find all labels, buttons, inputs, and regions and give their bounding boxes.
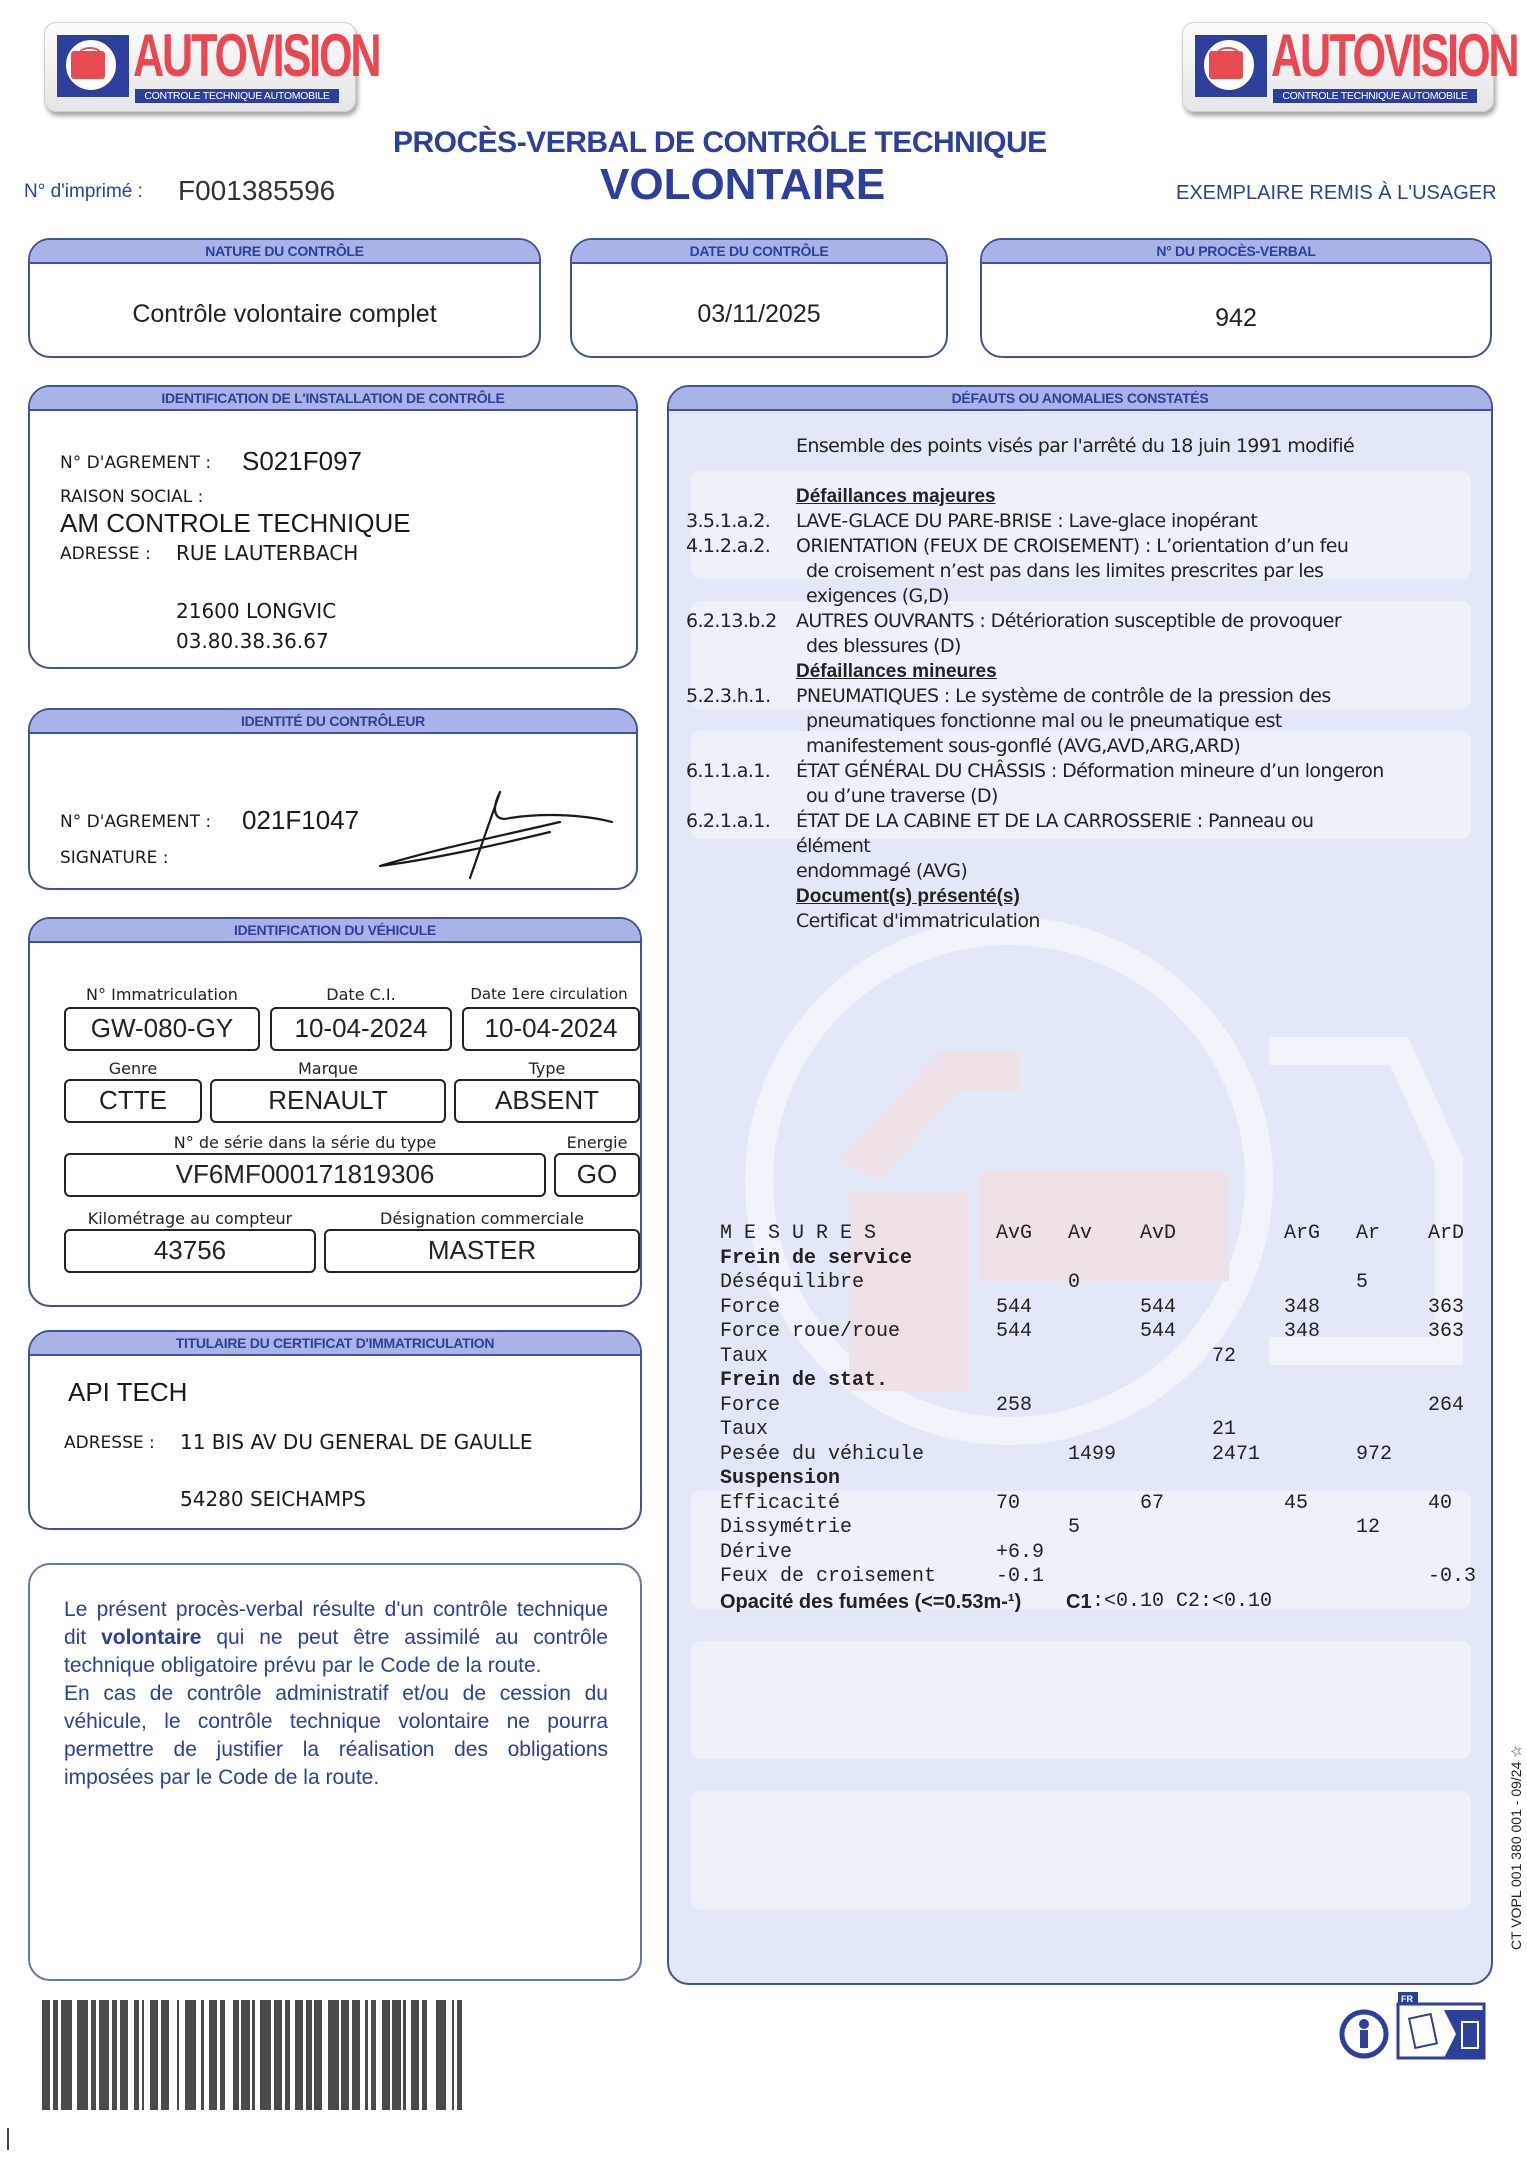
measure-value: 67 [1140, 1491, 1165, 1515]
installation-agrement-label: N° D'AGREMENT : [60, 453, 212, 473]
nature-header: NATURE DU CONTRÔLE [30, 240, 539, 264]
barcode-bar [314, 2000, 322, 2110]
volontaire-notice [64, 1596, 608, 1792]
measure-label: Force roue/roue [720, 1320, 901, 1343]
document-subtitle: VOLONTAIRE [600, 160, 886, 209]
signature-scribble [350, 780, 620, 880]
barcode-bar [185, 2000, 196, 2110]
designation-value: MASTER [324, 1229, 640, 1273]
measure-value: 45 [1284, 1491, 1309, 1515]
measures-title: M E S U R E S [720, 1222, 877, 1245]
measures-row [720, 1320, 1490, 1345]
measure-label: Force [720, 1393, 781, 1417]
measure-label: Feux de croisement [720, 1565, 937, 1588]
measure-value: 544 [996, 1320, 1033, 1343]
notice-part1: Le présent procès-verbal résulte d'un contrôle technique dit [64, 1598, 608, 1649]
barcode-bar [392, 2000, 400, 2110]
copy-note: EXEMPLAIRE REMIS À L'USAGER [1176, 182, 1497, 204]
immat-value: GW-080-GY [64, 1007, 260, 1051]
measures-section-title: Suspension [720, 1467, 841, 1490]
measure-label: Force [720, 1295, 781, 1319]
barcode-bar [99, 2000, 110, 2110]
date-ci-label: Date C.I. [326, 985, 396, 1004]
measure-value: 2471 [1212, 1442, 1261, 1466]
barcode-bar [120, 2000, 128, 2110]
km-label: Kilométrage au compteur [87, 1209, 293, 1228]
brand-tagline: CONTROLE TECHNIQUE AUTOMOBILE [135, 89, 339, 103]
measure-label: Dissymétrie [720, 1516, 853, 1539]
measure-value: 348 [1284, 1295, 1321, 1319]
measure-value: 12 [1356, 1516, 1381, 1539]
measures-row [720, 1516, 1490, 1541]
notice-part2: qui ne peut être assimilé au contrôle technique obligatoire prévu par le Code de la route. [64, 1626, 608, 1677]
measures-column-header: AvD [1140, 1222, 1177, 1245]
barcode-bar [352, 2000, 360, 2110]
installation-header: IDENTIFICATION DE L'INSTALLATION DE CONTRÔLE [30, 387, 636, 411]
controleur-agrement-value: 021F1047 [242, 805, 360, 835]
barcode-bar [241, 2000, 249, 2110]
date-box [570, 238, 948, 358]
measure-value: 972 [1356, 1442, 1393, 1466]
barcode-bar [150, 2000, 158, 2110]
defect-text-continued: ou d’une traverse (D) [806, 785, 998, 807]
measures-row [720, 1443, 1490, 1468]
controleur-agrement-label: N° D'AGREMENT : [60, 812, 212, 832]
barcode-space [427, 2000, 435, 2110]
date-header: DATE DU CONTRÔLE [572, 240, 946, 264]
measure-value: 544 [996, 1295, 1033, 1319]
barcode-bar [382, 2000, 390, 2110]
barcode-space [225, 2000, 233, 2110]
barcode-bar [61, 2000, 72, 2110]
energie-label: Energie [566, 1133, 628, 1152]
measure-label: Dérive [720, 1540, 793, 1564]
defect-text: PNEUMATIQUES : Le système de contrôle de la pression des [796, 685, 1331, 707]
measures-section-row [720, 1369, 1490, 1394]
titulaire-header: TITULAIRE DU CERTIFICAT D'IMMATRICULATION [30, 1332, 640, 1356]
vehicule-header: IDENTIFICATION DU VÉHICULE [30, 919, 640, 943]
measure-value: 5 [1068, 1516, 1081, 1539]
brand-tagline: CONTROLE TECHNIQUE AUTOMOBILE [1273, 89, 1477, 103]
energie-value: GO [554, 1153, 640, 1197]
barcode-bar [411, 2000, 419, 2110]
notice-bold: volontaire [101, 1626, 202, 1649]
measures-row [720, 1394, 1490, 1419]
opacity-values: :<0.10 C2:<0.10 [1092, 1589, 1273, 1613]
brand-name: AUTOVISION [133, 22, 380, 89]
controleur-header: IDENTITÉ DU CONTRÔLEUR [30, 710, 636, 734]
raison-social-value: AM CONTROLE TECHNIQUE [60, 508, 411, 538]
vehicule-box [28, 917, 642, 1307]
designation-label: Désignation commerciale [380, 1209, 584, 1228]
installation-phone: 03.80.38.36.67 [176, 629, 329, 653]
date-value: 03/11/2025 [697, 300, 821, 328]
serie-value: VF6MF000171819306 [64, 1153, 546, 1197]
barcode-bar [42, 2000, 50, 2110]
measure-value: 72 [1212, 1344, 1237, 1368]
measures-row [720, 1492, 1490, 1517]
measure-value: 5 [1356, 1271, 1369, 1294]
measure-label: Taux [720, 1418, 769, 1441]
marque-value: RENAULT [210, 1079, 446, 1123]
measures-section-title: Frein de service [720, 1246, 913, 1270]
defect-item [686, 684, 1491, 709]
opacity-row [720, 1590, 1490, 1615]
date-first-circulation-label: Date 1ere circulation [470, 985, 628, 1003]
measures-row [720, 1271, 1490, 1296]
documents-title: Document(s) présenté(s) [796, 886, 1020, 907]
genre-value: CTTE [64, 1079, 202, 1123]
barcode-bar [161, 2000, 169, 2110]
defect-text: AUTRES OUVRANTS : Détérioration susceptible de provoquer [796, 610, 1342, 632]
measure-label: Taux [720, 1344, 769, 1368]
controleur-box [28, 708, 638, 890]
measures-column-header: ArD [1428, 1222, 1465, 1245]
pv-number-value: 942 [1215, 304, 1257, 332]
defect-item [686, 809, 1491, 834]
autovision-logo-left [44, 22, 380, 112]
magnifier-car-icon [1195, 35, 1267, 97]
measures-column-header: Ar [1356, 1222, 1381, 1245]
barcode-bar [328, 2000, 339, 2110]
brand-name: AUTOVISION [1271, 22, 1518, 89]
measure-value: 1499 [1068, 1442, 1117, 1466]
titulaire-box [28, 1330, 642, 1530]
measure-label: Pesée du véhicule [720, 1442, 925, 1466]
measure-value: 363 [1428, 1295, 1465, 1319]
type-label: Type [528, 1059, 566, 1078]
mineures-list [686, 684, 1491, 884]
measure-value: 348 [1284, 1320, 1321, 1343]
date-ci-value: 10-04-2024 [270, 1007, 452, 1051]
barcode-space [169, 2000, 177, 2110]
installation-agrement-value: S021F097 [242, 446, 362, 476]
document-title: PROCÈS-VERBAL DE CONTRÔLE TECHNIQUE [393, 126, 1047, 159]
measure-value: 70 [996, 1491, 1021, 1515]
defect-text-continued: pneumatiques fonctionne mal ou le pneumatique est [806, 710, 1282, 732]
opacity-c1-prefix: C1 [1066, 1590, 1092, 1613]
defect-text-continued: endommagé (AVG) [796, 860, 968, 882]
defect-text-continued: manifestement sous-gonflé (AVG,AVD,ARG,ARD) [806, 735, 1241, 757]
measures-column-header: AvG [996, 1222, 1033, 1245]
defect-text-continued: de croisement n’est pas dans les limites prescrites par les [806, 560, 1324, 582]
defect-code: 6.1.1.a.1. [686, 760, 771, 782]
installation-box [28, 385, 638, 669]
raison-social-label: RAISON SOCIAL : [60, 487, 204, 507]
document-item: Certificat d'immatriculation [796, 910, 1040, 932]
defect-text-continued: élément [796, 835, 871, 857]
measure-value: 544 [1140, 1320, 1177, 1343]
type-value: ABSENT [454, 1079, 640, 1123]
recycling-triman-icon [1334, 1990, 1494, 2060]
immat-label: N° Immatriculation [86, 985, 238, 1004]
measures-row [720, 1565, 1490, 1590]
barcode-bar [274, 2000, 282, 2110]
titulaire-address-line2: 54280 SEICHAMPS [180, 1487, 366, 1511]
measures-table [720, 1222, 1490, 1614]
installation-address-line1: RUE LAUTERBACH [176, 541, 359, 565]
pv-number-box [980, 238, 1492, 358]
measures-header-row [720, 1222, 1490, 1247]
barcode-bar [209, 2000, 217, 2110]
measure-value: +6.9 [996, 1540, 1045, 1564]
measure-value: -0.1 [996, 1565, 1045, 1588]
form-reference-code: CT VOPL 001 380 001 - 09/24 ☆ [1508, 1745, 1524, 1950]
defect-code: 6.2.13.b.2 [686, 610, 777, 632]
measure-value: 544 [1140, 1295, 1177, 1319]
marque-label: Marque [297, 1059, 359, 1078]
autovision-logo-right [1182, 22, 1518, 112]
defect-text: LAVE-GLACE DU PARE-BRISE : Lave-glace inopérant [796, 510, 1258, 532]
defect-text: ÉTAT DE LA CABINE ET DE LA CARROSSERIE : Panneau ou [796, 810, 1314, 832]
measures-section-title: Frein de stat. [720, 1369, 889, 1392]
defauts-header: DÉFAUTS OU ANOMALIES CONSTATÉS [669, 387, 1491, 411]
barcode-bar [77, 2000, 88, 2110]
barcode-bar [295, 2000, 303, 2110]
measures-row [720, 1345, 1490, 1370]
barcode-bar [457, 2000, 462, 2110]
defect-code: 5.2.3.h.1. [686, 685, 771, 707]
defect-item [686, 609, 1491, 634]
measures-row [720, 1541, 1490, 1566]
defect-item [686, 509, 1491, 534]
measure-value: 258 [996, 1393, 1033, 1417]
recycle-badge-text: FR [1401, 1994, 1413, 2004]
measure-value: -0.3 [1428, 1565, 1477, 1588]
barcode-bar [260, 2000, 271, 2110]
barcode [42, 2000, 462, 2110]
date-first-circulation-value: 10-04-2024 [462, 1007, 640, 1051]
measures-row [720, 1296, 1490, 1321]
notice-part3: En cas de contrôle administratif et/ou de cession du véhicule, le contrôle technique volontaire ne pourra permettre de justifier la réalisation des obligations imposées par le Code de la route. [64, 1682, 608, 1789]
measure-value: 21 [1212, 1418, 1237, 1441]
defect-item [686, 759, 1491, 784]
measures-section-row [720, 1467, 1490, 1492]
measures-section-row [720, 1247, 1490, 1272]
barcode-bar [436, 2000, 447, 2110]
opacity-label: Opacité des fumées (<=0.53m-¹) [720, 1590, 1022, 1613]
defects-list [686, 434, 1491, 934]
defects-intro: Ensemble des points visés par l'arrêté du 18 juin 1991 modifié [796, 435, 1355, 457]
measure-value: 40 [1428, 1491, 1453, 1515]
measure-value: 363 [1428, 1320, 1465, 1343]
defect-code: 6.2.1.a.1. [686, 810, 771, 832]
defect-item [686, 534, 1491, 559]
measure-value: 264 [1428, 1393, 1465, 1417]
genre-label: Genre [108, 1059, 158, 1078]
mineures-title: Défaillances mineures [796, 661, 997, 682]
measure-label: Efficacité [720, 1491, 841, 1515]
measures-column-header: Av [1068, 1222, 1093, 1245]
defect-code: 4.1.2.a.2. [686, 535, 771, 557]
defects-spacer [686, 459, 1491, 484]
serie-label: N° de série dans la série du type [173, 1133, 437, 1152]
nature-box [28, 238, 541, 358]
margin-mark [7, 2128, 9, 2150]
installation-address-label: ADRESSE : [60, 544, 151, 564]
barcode-bar [341, 2000, 349, 2110]
defect-code: 3.5.1.a.2. [686, 510, 771, 532]
measures-row [720, 1418, 1490, 1443]
defect-text-continued: exigences (G,D) [806, 585, 949, 607]
defect-text: ORIENTATION (FEUX DE CROISEMENT) : L’orientation d’un feu [796, 535, 1349, 557]
majeures-title: Défaillances majeures [796, 486, 996, 507]
titulaire-name: API TECH [68, 1377, 188, 1407]
magnifier-car-icon [57, 35, 129, 97]
defect-text: ÉTAT GÉNÉRAL DU CHÂSSIS : Déformation mineure d’un longeron [796, 760, 1384, 782]
defect-text-continued: des blessures (D) [806, 635, 961, 657]
pv-number-header: N° DU PROCÈS-VERBAL [982, 240, 1490, 264]
measures-column-header: ArG [1284, 1222, 1321, 1245]
titulaire-address-line1: 11 BIS AV DU GENERAL DE GAULLE [180, 1430, 533, 1454]
majeures-list [686, 509, 1491, 659]
print-number: F001385596 [178, 175, 336, 206]
installation-address-line2: 21600 LONGVIC [176, 599, 337, 623]
km-value: 43756 [64, 1229, 316, 1273]
measure-value: 0 [1068, 1271, 1081, 1294]
documents-list [686, 909, 1491, 934]
titulaire-address-label: ADRESSE : [64, 1433, 155, 1453]
print-number-label: N° d'imprimé : [24, 181, 143, 202]
measure-label: Déséquilibre [720, 1271, 865, 1294]
signature-label: SIGNATURE : [60, 848, 169, 868]
nature-value: Contrôle volontaire complet [132, 300, 437, 328]
